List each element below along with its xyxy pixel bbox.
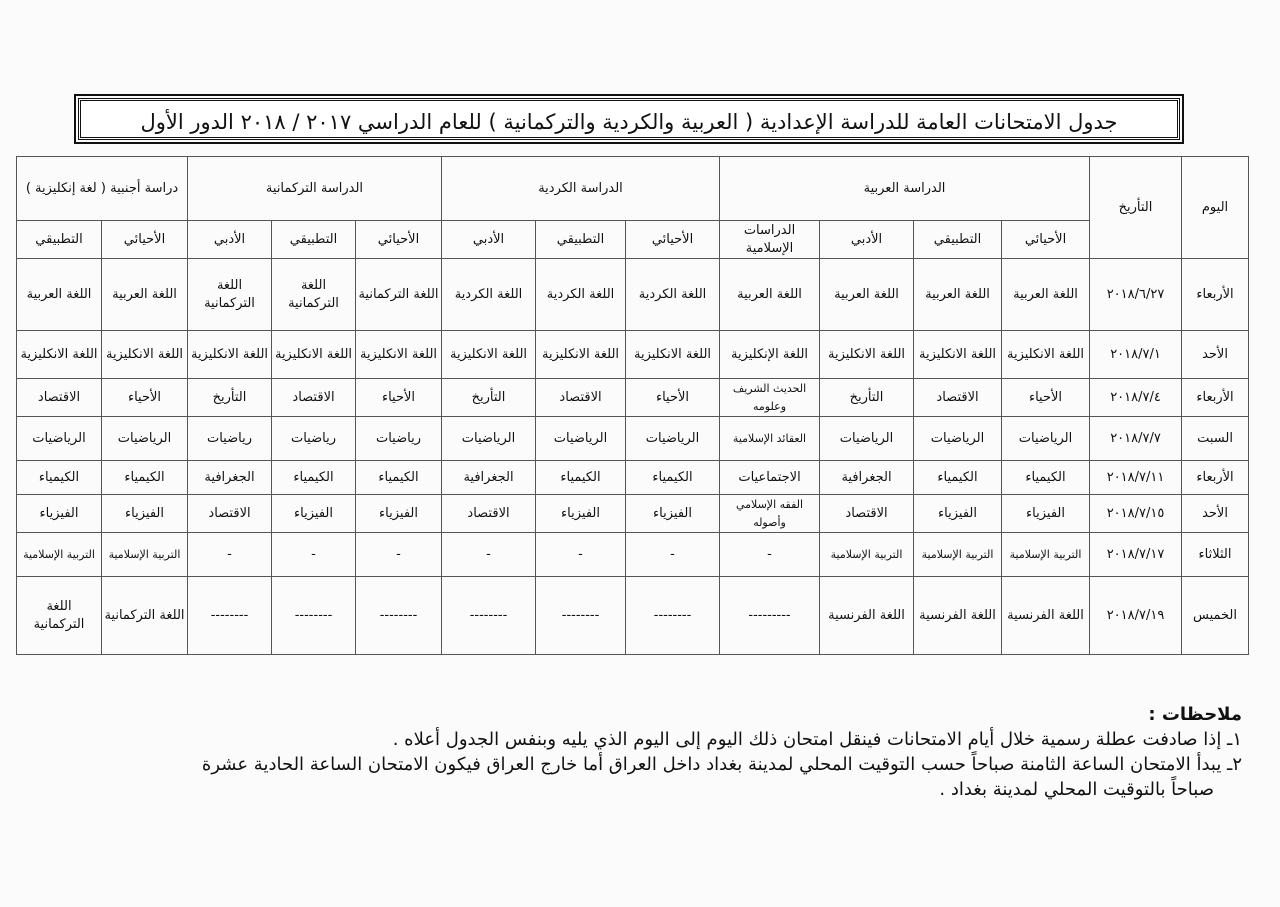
day-cell: الأربعاء xyxy=(1182,379,1249,417)
subject-cell: --------- xyxy=(720,577,820,655)
note-2: ٢ـ يبدأ الامتحان الساعة الثامنة صباحاً حسب التوقيت المحلي لمدينة بغداد داخل العراق أما خارج العراق فيكون الامتحان الساعة الحادية عشرة xyxy=(201,754,1242,775)
subject-cell: اللغة الانكليزية xyxy=(188,331,272,379)
date-cell: ٢٠١٨/٧/١ xyxy=(1090,331,1182,379)
note-1: ١ـ إذا صادفت عطلة رسمية خلال أيام الامتحانات فينقل امتحان ذلك اليوم إلى اليوم الذي يليه وبنفس الجدول أعلاه . xyxy=(392,729,1242,750)
day-cell: الثلاثاء xyxy=(1182,533,1249,577)
subject-cell: الأحياء xyxy=(1002,379,1090,417)
subject-cell: الفيزياء xyxy=(626,495,720,533)
subject-cell: الرياضيات xyxy=(442,417,536,461)
subject-cell: اللغة الانكليزية xyxy=(17,331,102,379)
subject-cell: الفيزياء xyxy=(1002,495,1090,533)
subject-cell: الحديث الشريف وعلومه xyxy=(720,379,820,417)
table-row xyxy=(17,495,1249,533)
subject-cell: التأريخ xyxy=(188,379,272,417)
subheader-arabic-literary: الأدبي xyxy=(820,221,914,259)
subject-cell: اللغة الانكليزية xyxy=(820,331,914,379)
subject-cell: اللغة العربية xyxy=(17,259,102,331)
subject-cell: اللغة الإنكليزية xyxy=(720,331,820,379)
subject-cell: -------- xyxy=(188,577,272,655)
group-header-foreign: دراسة أجنبية ( لغة إنكليزية ) xyxy=(17,157,188,221)
date-column-header: التأريخ xyxy=(1090,157,1182,259)
subject-cell: اللغة الانكليزية xyxy=(102,331,188,379)
subject-cell: الفيزياء xyxy=(102,495,188,533)
subject-cell: اللغة الكردية xyxy=(536,259,626,331)
subject-cell: - xyxy=(626,533,720,577)
day-cell: الأربعاء xyxy=(1182,461,1249,495)
subject-cell: -------- xyxy=(442,577,536,655)
subject-cell: الأحياء xyxy=(626,379,720,417)
subject-cell: اللغة الانكليزية xyxy=(914,331,1002,379)
table-row xyxy=(17,379,1249,417)
subject-cell: الاقتصاد xyxy=(17,379,102,417)
subject-cell: اللغة التركمانية xyxy=(356,259,442,331)
subject-cell: اللغة العربية xyxy=(1002,259,1090,331)
subject-cell: الاقتصاد xyxy=(914,379,1002,417)
table-row xyxy=(17,533,1249,577)
day-cell: الأربعاء xyxy=(1182,259,1249,331)
day-cell: السبت xyxy=(1182,417,1249,461)
subject-cell: الفقه الإسلامي وأصوله xyxy=(720,495,820,533)
notes-section xyxy=(32,702,1242,802)
subject-cell: الرياضيات xyxy=(626,417,720,461)
subject-cell: الجغرافية xyxy=(820,461,914,495)
subject-cell: التربية الإسلامية xyxy=(820,533,914,577)
subject-cell: اللغة الفرنسية xyxy=(1002,577,1090,655)
subject-cell: رياضيات xyxy=(188,417,272,461)
subject-cell: الجغرافية xyxy=(442,461,536,495)
subheader-foreign-applied: التطبيقي xyxy=(17,221,102,259)
day-cell: الأحد xyxy=(1182,331,1249,379)
subject-cell: التربية الإسلامية xyxy=(17,533,102,577)
subject-cell: الفيزياء xyxy=(272,495,356,533)
table-row xyxy=(17,417,1249,461)
subject-cell: اللغة الكردية xyxy=(626,259,720,331)
subject-cell: الاقتصاد xyxy=(272,379,356,417)
subheader-arabic-islamic: الدراسات الإسلامية xyxy=(720,221,820,259)
day-column-header: اليوم xyxy=(1182,157,1249,259)
subject-cell: اللغة العربية xyxy=(914,259,1002,331)
subject-cell: اللغة الفرنسية xyxy=(820,577,914,655)
subject-cell: اللغة التركمانية xyxy=(188,259,272,331)
table-row xyxy=(17,577,1249,655)
date-cell: ٢٠١٨/٧/٤ xyxy=(1090,379,1182,417)
subject-cell: الكيمياء xyxy=(914,461,1002,495)
subject-cell: -------- xyxy=(356,577,442,655)
subject-cell: - xyxy=(536,533,626,577)
subject-cell: الاقتصاد xyxy=(442,495,536,533)
subject-cell: التأريخ xyxy=(442,379,536,417)
subject-cell: - xyxy=(272,533,356,577)
subject-cell: التربية الإسلامية xyxy=(1002,533,1090,577)
subject-cell: الاجتماعيات xyxy=(720,461,820,495)
subject-cell: الكيمياء xyxy=(102,461,188,495)
subheader-arabic-bio: الأحيائي xyxy=(1002,221,1090,259)
table-row xyxy=(17,331,1249,379)
subject-cell: الأحياء xyxy=(102,379,188,417)
subject-cell: اللغة الانكليزية xyxy=(442,331,536,379)
subject-cell: اللغة الانكليزية xyxy=(356,331,442,379)
subject-cell: الفيزياء xyxy=(17,495,102,533)
group-header-kurdish: الدراسة الكردية xyxy=(442,157,720,221)
exam-schedule-table xyxy=(16,156,1249,655)
table-row xyxy=(17,259,1249,331)
subject-cell: اللغة العربية xyxy=(720,259,820,331)
date-cell: ٢٠١٨/٧/١٩ xyxy=(1090,577,1182,655)
subject-cell: الكيمياء xyxy=(17,461,102,495)
subject-cell: الفيزياء xyxy=(914,495,1002,533)
subject-cell: اللغة الانكليزية xyxy=(272,331,356,379)
subject-cell: الاقتصاد xyxy=(820,495,914,533)
subject-cell: اللغة الانكليزية xyxy=(626,331,720,379)
subject-cell: اللغة الفرنسية xyxy=(914,577,1002,655)
subject-cell: اللغة الانكليزية xyxy=(1002,331,1090,379)
subheader-turkmen-bio: الأحيائي xyxy=(356,221,442,259)
subject-cell: - xyxy=(720,533,820,577)
subject-cell: اللغة الانكليزية xyxy=(536,331,626,379)
note-2-continued: صباحاً بالتوقيت المحلي لمدينة بغداد . xyxy=(939,779,1214,800)
subject-cell: الفيزياء xyxy=(356,495,442,533)
date-cell: ٢٠١٨/٧/١٥ xyxy=(1090,495,1182,533)
subject-cell: التربية الإسلامية xyxy=(914,533,1002,577)
subheader-kurdish-applied: التطبيقي xyxy=(536,221,626,259)
page-title: جدول الامتحانات العامة للدراسة الإعدادية ( العربية والكردية والتركمانية ) للعام الدراسي ٢٠١٧ / ٢٠١٨ الدور الأول xyxy=(78,98,1180,140)
subject-cell: الكيمياء xyxy=(1002,461,1090,495)
subheader-kurdish-literary: الأدبي xyxy=(442,221,536,259)
subject-cell: اللغة التركمانية xyxy=(17,577,102,655)
subject-cell: - xyxy=(188,533,272,577)
subject-cell: الكيمياء xyxy=(356,461,442,495)
day-cell: الأحد xyxy=(1182,495,1249,533)
subject-cell: الرياضيات xyxy=(102,417,188,461)
subject-cell: الفيزياء xyxy=(536,495,626,533)
table-row xyxy=(17,461,1249,495)
subject-cell: الرياضيات xyxy=(820,417,914,461)
subject-cell: اللغة الكردية xyxy=(442,259,536,331)
subject-cell: الرياضيات xyxy=(914,417,1002,461)
subject-cell: التأريخ xyxy=(820,379,914,417)
subject-cell: -------- xyxy=(272,577,356,655)
subject-cell: الجغرافية xyxy=(188,461,272,495)
subject-cell: العقائد الإسلامية xyxy=(720,417,820,461)
subject-cell: - xyxy=(442,533,536,577)
subject-cell: اللغة التركمانية xyxy=(272,259,356,331)
date-cell: ٢٠١٨/٧/١٧ xyxy=(1090,533,1182,577)
subject-cell: اللغة العربية xyxy=(102,259,188,331)
subject-cell: الأحياء xyxy=(356,379,442,417)
subheader-kurdish-bio: الأحيائي xyxy=(626,221,720,259)
subject-cell: - xyxy=(356,533,442,577)
day-cell: الخميس xyxy=(1182,577,1249,655)
subject-cell: الكيمياء xyxy=(626,461,720,495)
date-cell: ٢٠١٨/٦/٢٧ xyxy=(1090,259,1182,331)
subject-cell: الرياضيات xyxy=(536,417,626,461)
subject-cell: اللغة التركمانية xyxy=(102,577,188,655)
group-header-turkmen: الدراسة التركمانية xyxy=(188,157,442,221)
subject-cell: اللغة العربية xyxy=(820,259,914,331)
subject-cell: الرياضيات xyxy=(17,417,102,461)
date-cell: ٢٠١٨/٧/٧ xyxy=(1090,417,1182,461)
subject-cell: رياضيات xyxy=(356,417,442,461)
subheader-foreign-bio: الأحيائي xyxy=(102,221,188,259)
subject-cell: -------- xyxy=(626,577,720,655)
date-cell: ٢٠١٨/٧/١١ xyxy=(1090,461,1182,495)
subheader-turkmen-literary: الأدبي xyxy=(188,221,272,259)
subject-cell: الكيمياء xyxy=(272,461,356,495)
subject-cell: الاقتصاد xyxy=(188,495,272,533)
subject-cell: -------- xyxy=(536,577,626,655)
subject-cell: التربية الإسلامية xyxy=(102,533,188,577)
group-header-arabic: الدراسة العربية xyxy=(720,157,1090,221)
subject-cell: الاقتصاد xyxy=(536,379,626,417)
subject-cell: الكيمياء xyxy=(536,461,626,495)
subject-cell: رياضيات xyxy=(272,417,356,461)
subject-cell: الرياضيات xyxy=(1002,417,1090,461)
notes-heading: ملاحظات : xyxy=(1148,704,1242,725)
subheader-turkmen-applied: التطبيقي xyxy=(272,221,356,259)
subheader-arabic-applied: التطبيقي xyxy=(914,221,1002,259)
